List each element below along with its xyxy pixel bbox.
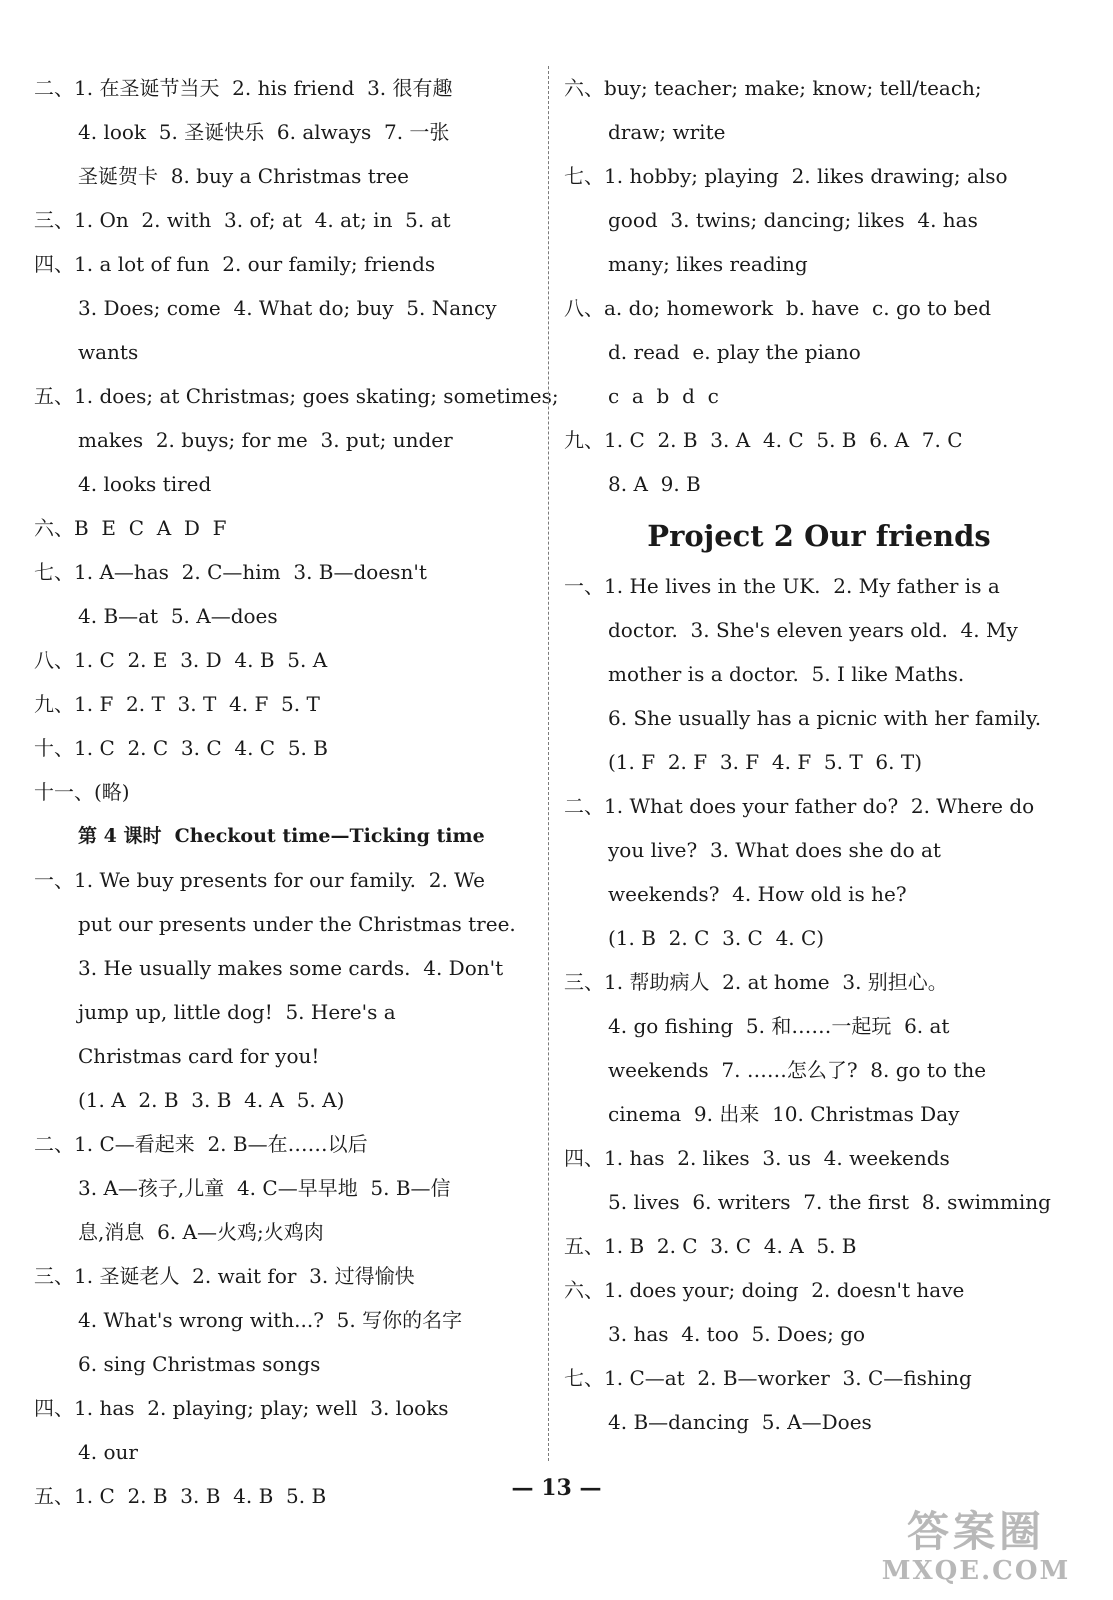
watermark-bottom: MXQE.COM [881, 1556, 1071, 1586]
answer-line: 8. A 9. B [608, 472, 701, 496]
answer-line: good 3. twins; dancing; likes 4. has [608, 208, 978, 232]
answer-line: 二、1. C—看起来 2. B—在……以后 [34, 1132, 368, 1156]
answer-line: 三、1. On 2. with 3. of; at 4. at; in 5. at [34, 208, 451, 232]
answer-line: 4. B—dancing 5. A—Does [608, 1410, 872, 1434]
answer-line: weekends 7. ……怎么了? 8. go to the [608, 1058, 987, 1082]
answer-line: 3. A—孩子,儿童 4. C—早早地 5. B—信 [78, 1176, 451, 1200]
answer-line: 4. our [78, 1440, 138, 1464]
answer-line: 6. She usually has a picnic with her family. [608, 706, 1042, 730]
answer-line: 六、B E C A D F [34, 516, 227, 540]
answer-line: d. read e. play the piano [608, 340, 861, 364]
answer-line: (1. F 2. F 3. F 4. F 5. T 6. T) [608, 750, 923, 774]
answer-line: 四、1. has 2. playing; play; well 3. looks [34, 1396, 449, 1420]
answer-line: many; likes reading [608, 252, 808, 276]
lesson-heading: 第 4 课时 Checkout time—Ticking time [78, 825, 485, 847]
answer-line: 5. lives 6. writers 7. the first 8. swimming [608, 1190, 1051, 1214]
answer-line: 七、1. C—at 2. B—worker 3. C—fishing [564, 1366, 972, 1390]
answer-line: 3. Does; come 4. What do; buy 5. Nancy [78, 296, 497, 320]
answer-line: put our presents under the Christmas tree. [78, 912, 516, 936]
answer-line: 一、1. He lives in the UK. 2. My father is a [564, 574, 1000, 598]
answer-line: 3. has 4. too 5. Does; go [608, 1322, 866, 1346]
answer-line: 五、1. does; at Christmas; goes skating; sometimes; [34, 384, 559, 408]
answer-line: you live? 3. What does she do at [608, 838, 941, 862]
answer-line: cinema 9. 出来 10. Christmas Day [608, 1102, 960, 1126]
page-number: — 13 — [511, 1475, 602, 1501]
answer-line: 十一、(略) [34, 780, 130, 804]
answer-line: 二、1. 在圣诞节当天 2. his friend 3. 很有趣 [34, 76, 453, 100]
answer-line: draw; write [608, 120, 726, 144]
answer-line: (1. B 2. C 3. C 4. C) [608, 926, 825, 950]
answer-line: 息,消息 6. A—火鸡;火鸡肉 [78, 1220, 324, 1244]
answer-line: c a b d c [608, 384, 719, 408]
answer-line: 4. What's wrong with...? 5. 写你的名字 [78, 1308, 463, 1332]
answer-line: 三、1. 帮助病人 2. at home 3. 别担心。 [564, 970, 948, 994]
answer-line: 九、1. F 2. T 3. T 4. F 5. T [34, 692, 320, 716]
right-column [564, 66, 1074, 1444]
answer-line: jump up, little dog! 5. Here's a [78, 1000, 396, 1024]
answer-line: makes 2. buys; for me 3. put; under [78, 428, 453, 452]
answer-line: 五、1. C 2. B 3. B 4. B 5. B [34, 1484, 327, 1508]
answer-line: weekends? 4. How old is he? [608, 882, 907, 906]
answer-line: 八、1. C 2. E 3. D 4. B 5. A [34, 648, 328, 672]
answer-line: wants [78, 340, 139, 364]
answer-line: 3. He usually makes some cards. 4. Don't [78, 956, 504, 980]
answer-line: doctor. 3. She's eleven years old. 4. My [608, 618, 1018, 642]
answer-line: 4. go fishing 5. 和……一起玩 6. at [608, 1014, 950, 1038]
answer-line: 二、1. What does your father do? 2. Where do [564, 794, 1035, 818]
watermark-logo [851, 1508, 1101, 1594]
answer-line: 四、1. has 2. likes 3. us 4. weekends [564, 1146, 950, 1170]
answer-line: Christmas card for you! [78, 1044, 320, 1068]
column-divider [548, 66, 549, 1461]
answer-line: 七、1. A—has 2. C—him 3. B—doesn't [34, 560, 427, 584]
answer-line: 一、1. We buy presents for our family. 2. We [34, 868, 485, 892]
answer-line: 六、buy; teacher; make; know; tell/teach; [564, 76, 982, 100]
answer-line: 三、1. 圣诞老人 2. wait for 3. 过得愉快 [34, 1264, 415, 1288]
answer-line: 九、1. C 2. B 3. A 4. C 5. B 6. A 7. C [564, 428, 963, 452]
answer-line: 十、1. C 2. C 3. C 4. C 5. B [34, 736, 328, 760]
answer-line: (1. A 2. B 3. B 4. A 5. A) [78, 1088, 345, 1112]
answer-line: mother is a doctor. 5. I like Maths. [608, 662, 965, 686]
answer-line: 4. B—at 5. A—does [78, 604, 278, 628]
answer-line: 4. looks tired [78, 472, 212, 496]
answer-line: 八、a. do; homework b. have c. go to bed [564, 296, 992, 320]
answer-line: 五、1. B 2. C 3. C 4. A 5. B [564, 1234, 857, 1258]
answer-line: 七、1. hobby; playing 2. likes drawing; also [564, 164, 1008, 188]
answer-line: 四、1. a lot of fun 2. our family; friends [34, 252, 436, 276]
answer-line: 六、1. does your; doing 2. doesn't have [564, 1278, 965, 1302]
right-bottom-answers [564, 564, 1074, 1444]
answer-line: 4. look 5. 圣诞快乐 6. always 7. 一张 [78, 120, 450, 144]
watermark-top: 答案圈 [906, 1507, 1045, 1556]
answer-line: 圣诞贺卡 8. buy a Christmas tree [78, 164, 409, 188]
answer-line: 6. sing Christmas songs [78, 1352, 321, 1376]
section-title: Project 2 Our friends [647, 519, 991, 553]
right-top-answers [564, 66, 1074, 506]
